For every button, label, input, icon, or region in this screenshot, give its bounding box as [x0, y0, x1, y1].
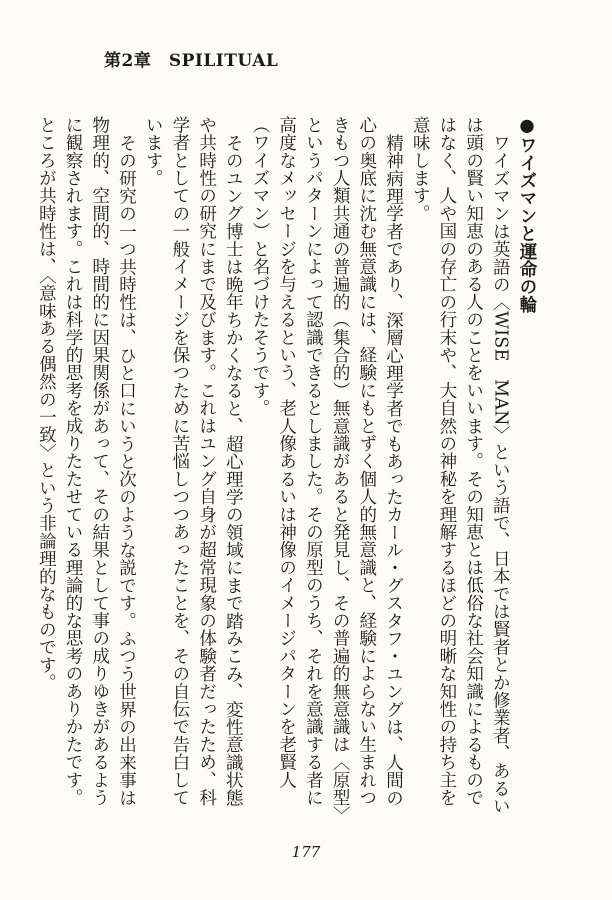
vertical-body-text [33, 116, 540, 816]
paragraph-1: ワイズマンは英語の〈WISE MAN〉という語で、日本では賢者とか修業者、あるいは頭の賢い知恵のある人のことをいいます。その知恵とは低俗な社会知識によるものではなく、人や国の存亡の行末や、大自然の神秘を理解するほどの明晰な知性の持ち主を意味します。 [410, 116, 511, 815]
chapter-header: 第2章 SPILITUAL [104, 51, 279, 71]
paragraph-4: その研究の一つ共時性は、ひと口にいうと次のような説です。ふつう世界の出来事は物理的、空間的、時間的に因果関係があって、その結果として事の成りゆきがあるように観察されます。これは科学的思考を成りたたせている理論的な思考のありかたです。ところが共時性は、〈意味ある偶然の一致〉という非論理的なものです。 [36, 116, 137, 807]
paragraph-2: 精神病理学者であり、深層心理学者でもあったカール・グスタフ・ユングは、人間の心の奥底に沈む無意識には、経験にもとずく個人的無意識と、経験によらない生まれつきもつ人類共通の普遍的（集合的）無意識があると発見し、その普遍的無意識は〈原型〉というパターンによって認識できるとしました。その原型のうち、それを意識する者に高度なメッセージを与えるという、老人像あるいは神像のイメージパターンを老賢人（ワイズマン）と名づけたそうです。 [249, 116, 404, 816]
paragraph-3: そのユング博士は晩年ちかくなると、超心理学の領域にまで踏みこみ、変性意識状態や共時性の研究にまで及びます。これはユング自身が超常現象の体験者だったため、科学者としての一般イメージを保つために苦悩しつつあったことを、その自伝で告白しています。 [143, 116, 244, 807]
page-number: 177 [291, 843, 321, 861]
section-heading: ●ワイズマンと運命の輪 [517, 116, 537, 314]
